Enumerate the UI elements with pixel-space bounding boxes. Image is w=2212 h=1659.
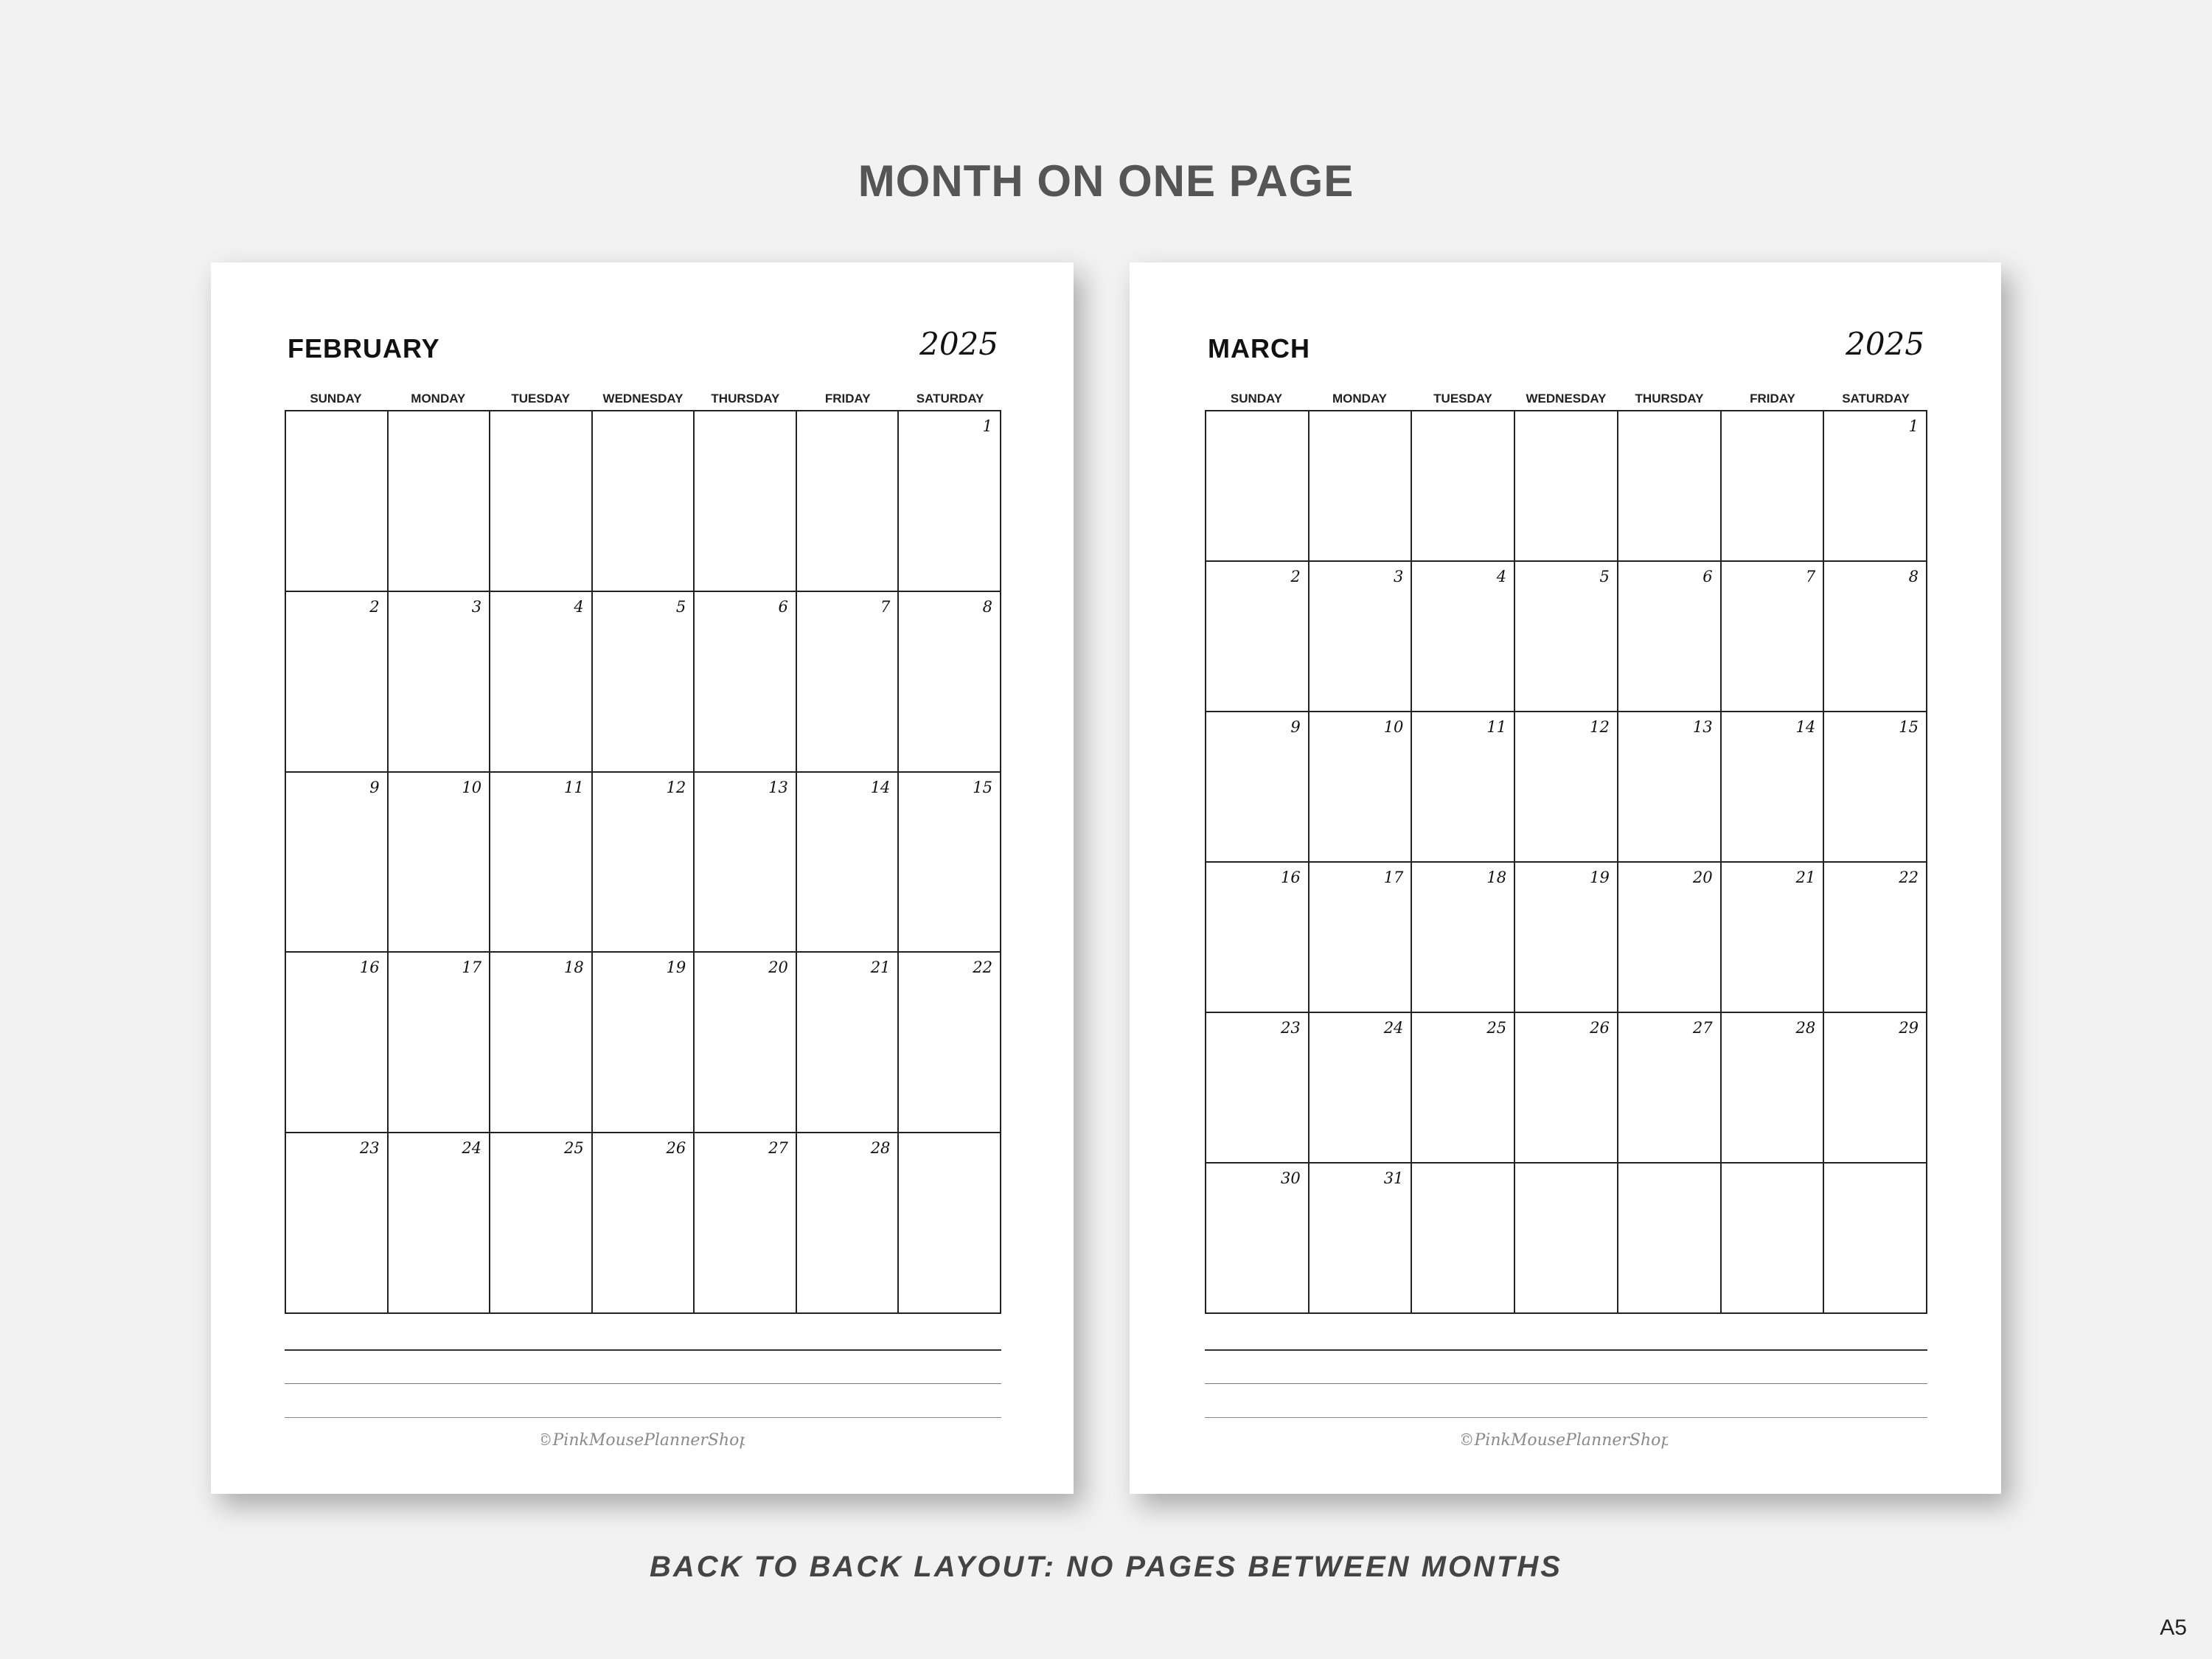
day-number: 12 [666,778,686,796]
day-number: 25 [563,1139,584,1158]
calendar-day-cell [1824,411,1927,562]
calendar-day-cell [1206,1164,1310,1314]
february-calendar-page [211,262,1074,1494]
calendar-day-cell [1824,562,1927,712]
day-number: 31 [1383,1169,1404,1187]
calendar-day-cell [1412,562,1515,712]
calendar-day-cell [1618,1013,1722,1164]
calendar-day-cell [1310,562,1413,712]
day-number: 18 [563,959,584,977]
calendar-day-cell [695,953,797,1133]
calendar-day-cell [1824,1013,1927,1164]
calendar-day-cell [1206,562,1310,712]
month-name: FEBRUARY [288,333,440,364]
weekday-label: THURSDAY [711,392,780,406]
calendar-day-cell [1618,1164,1722,1314]
year-label: 2025 [919,326,998,362]
calendar-day-cell [1310,863,1413,1013]
calendar-day-cell [899,773,1001,953]
day-number: 13 [768,778,788,796]
calendar-day-cell [1515,863,1618,1013]
calendar-day-cell [1310,1164,1413,1314]
calendar-day-cell [797,773,900,953]
calendar-day-cell [899,953,1001,1133]
calendar-day-cell [1206,411,1310,562]
weekday-label: WEDNESDAY [602,392,684,406]
weekday-label: MONDAY [1332,392,1387,406]
day-number: 1 [1908,417,1919,435]
march-calendar-page [1130,262,2001,1494]
calendar-day-cell [286,953,389,1133]
calendar-day-cell [899,1133,1001,1314]
calendar-day-cell [286,1133,389,1314]
shop-signature-watermark [541,1420,745,1457]
day-number: 10 [1383,718,1404,736]
calendar-day-cell [899,592,1001,773]
day-number: 3 [1394,568,1404,585]
calendar-day-cell [1722,1164,1825,1314]
day-number: 6 [1703,568,1713,585]
calendar-day-cell [1310,1013,1413,1164]
day-number: 29 [1899,1019,1919,1037]
notes-line [285,1417,1001,1418]
calendar-day-cell [389,953,491,1133]
day-number: 14 [1795,718,1816,736]
day-number: 10 [462,778,482,796]
day-number: 25 [1486,1019,1507,1037]
calendar-day-cell [797,1133,900,1314]
calendar-day-cell [389,1133,491,1314]
calendar-day-cell [1206,712,1310,863]
day-number: 9 [369,778,380,796]
calendar-day-cell [797,411,900,592]
weekday-label: SUNDAY [310,392,362,406]
notes-line [285,1349,1001,1351]
day-number: 26 [1590,1019,1610,1037]
calendar-day-cell [1824,712,1927,863]
day-number: 7 [1805,568,1816,585]
calendar-day-cell [1310,712,1413,863]
calendar-day-cell [1824,1164,1927,1314]
calendar-day-cell [1515,562,1618,712]
day-number: 24 [1383,1019,1404,1037]
day-number: 21 [1795,869,1816,886]
calendar-day-cell [1515,712,1618,863]
calendar-day-cell [1618,712,1722,863]
calendar-day-cell [1515,1013,1618,1164]
day-number: 17 [1383,869,1404,886]
calendar-day-cell [490,592,593,773]
weekday-label: THURSDAY [1635,392,1704,406]
day-number: 20 [768,959,788,977]
calendar-day-cell [1310,411,1413,562]
calendar-day-cell [593,773,695,953]
weekday-label: TUESDAY [511,392,570,406]
day-number: 8 [1908,568,1919,585]
calendar-day-cell [593,953,695,1133]
calendar-day-cell [286,773,389,953]
day-number: 18 [1486,869,1507,886]
day-number: 14 [870,778,891,796]
day-number: 3 [471,597,482,616]
day-number: 23 [1280,1019,1301,1037]
day-number: 15 [973,778,992,796]
calendar-day-cell [1515,411,1618,562]
shop-signature-watermark [1461,1420,1668,1457]
calendar-day-cell [797,592,900,773]
calendar-day-cell [1618,411,1722,562]
day-number: 4 [574,597,584,616]
calendar-day-cell [695,592,797,773]
day-number: 28 [1795,1019,1816,1037]
day-number: 22 [973,959,992,977]
svg-text:©PinkMousePlannerShop: ©PinkMousePlannerShop [1461,1431,1668,1450]
weekday-label: WEDNESDAY [1526,392,1607,406]
calendar-day-cell [593,1133,695,1314]
calendar-day-cell [899,411,1001,592]
paper-size-tag: A5 [2160,1615,2187,1640]
day-number: 13 [1692,718,1713,736]
day-number: 2 [369,597,380,616]
calendar-day-cell [1618,562,1722,712]
calendar-day-cell [1412,1164,1515,1314]
day-number: 1 [982,417,992,435]
day-number: 19 [1590,869,1610,886]
calendar-day-cell [1722,562,1825,712]
weekday-label: SATURDAY [916,392,984,406]
weekday-label: SUNDAY [1230,392,1283,406]
day-number: 9 [1290,718,1301,736]
svg-text:©PinkMousePlannerShop: ©PinkMousePlannerShop [541,1431,745,1450]
day-number: 2 [1290,568,1301,585]
calendar-day-cell [1722,712,1825,863]
day-number: 6 [778,597,788,616]
day-number: 19 [666,959,686,977]
calendar-day-cell [490,411,593,592]
day-number: 15 [1899,718,1919,736]
calendar-day-cell [490,953,593,1133]
calendar-day-cell [1618,863,1722,1013]
calendar-day-cell [1206,1013,1310,1164]
day-number: 12 [1590,718,1610,736]
weekday-header-row [285,391,1001,407]
notes-line [1205,1383,1927,1384]
day-number: 27 [1692,1019,1713,1037]
calendar-day-cell [1722,1013,1825,1164]
day-number: 11 [563,778,584,796]
day-number: 8 [982,597,992,616]
notes-line [1205,1417,1927,1418]
calendar-day-cell [1412,863,1515,1013]
calendar-day-cell [490,773,593,953]
weekday-label: FRIDAY [824,392,871,406]
day-number: 17 [462,959,482,977]
day-number: 7 [880,597,891,616]
calendar-day-cell [695,411,797,592]
calendar-day-cell [695,1133,797,1314]
day-number: 24 [462,1139,482,1158]
year-label: 2025 [1846,326,1924,362]
calendar-day-cell [1722,863,1825,1013]
calendar-day-cell [490,1133,593,1314]
calendar-grid [1205,410,1927,1314]
day-number: 22 [1899,869,1919,886]
calendar-day-cell [797,953,900,1133]
day-number: 23 [359,1139,380,1158]
day-number: 30 [1280,1169,1301,1187]
day-number: 5 [1599,568,1610,585]
day-number: 21 [870,959,891,977]
day-number: 27 [768,1139,788,1158]
calendar-day-cell [389,773,491,953]
calendar-grid [285,410,1001,1314]
calendar-day-cell [1412,411,1515,562]
day-number: 11 [1486,718,1507,736]
day-number: 5 [675,597,686,616]
calendar-day-cell [286,592,389,773]
notes-line [1205,1349,1927,1351]
month-name: MARCH [1208,333,1310,364]
calendar-day-cell [593,592,695,773]
calendar-day-cell [1722,411,1825,562]
weekday-label: TUESDAY [1433,392,1492,406]
weekday-label: MONDAY [411,392,466,406]
calendar-day-cell [389,411,491,592]
calendar-day-cell [695,773,797,953]
day-number: 16 [359,959,380,977]
day-number: 16 [1280,869,1301,886]
notes-line [285,1383,1001,1384]
calendar-day-cell [1515,1164,1618,1314]
page-title: MONTH ON ONE PAGE [858,156,1354,206]
weekday-label: SATURDAY [1842,392,1910,406]
calendar-day-cell [1206,863,1310,1013]
day-number: 26 [666,1139,686,1158]
calendar-day-cell [286,411,389,592]
calendar-day-cell [1824,863,1927,1013]
calendar-day-cell [593,411,695,592]
day-number: 4 [1496,568,1507,585]
layout-caption: BACK TO BACK LAYOUT: NO PAGES BETWEEN MONTHS [650,1551,1562,1583]
weekday-header-row [1205,391,1927,407]
day-number: 20 [1692,869,1713,886]
calendar-day-cell [389,592,491,773]
weekday-label: FRIDAY [1750,392,1795,406]
calendar-day-cell [1412,1013,1515,1164]
day-number: 28 [870,1139,891,1158]
calendar-day-cell [1412,712,1515,863]
